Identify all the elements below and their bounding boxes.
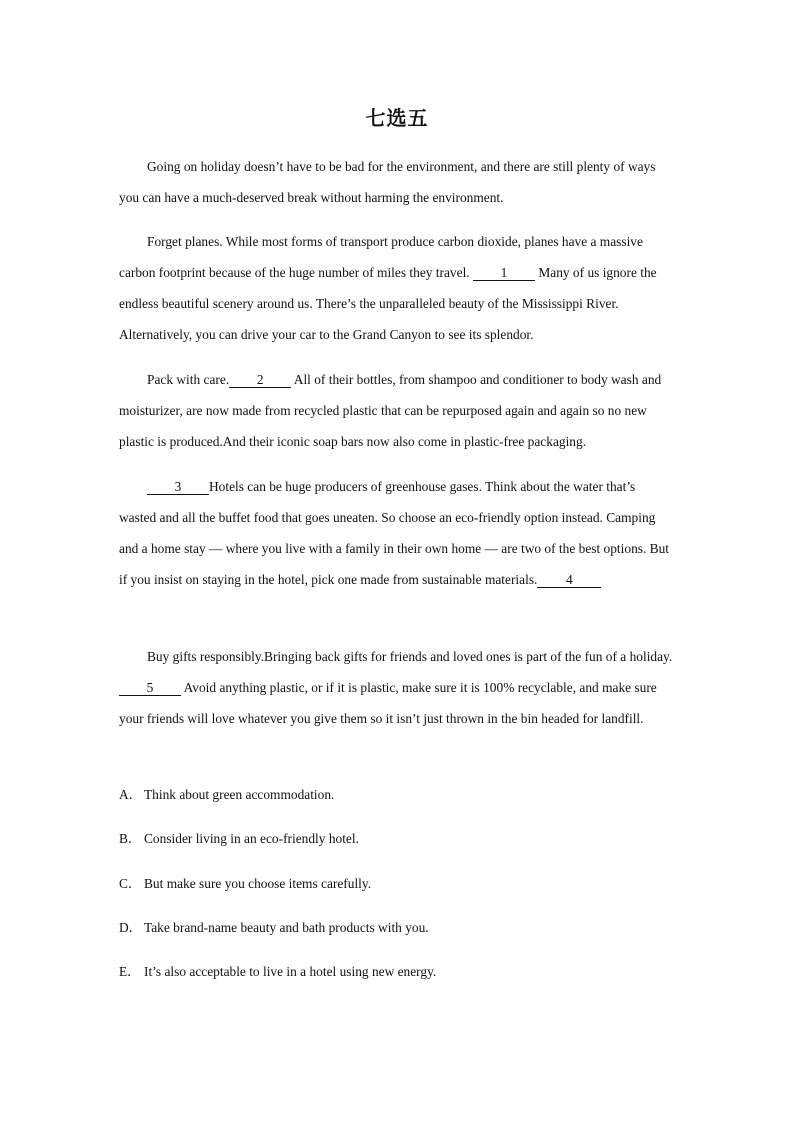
option-d-text: Take brand-name beauty and bath products with you. — [144, 920, 429, 935]
paragraph-transport-text-after: Many of us ignore the endless beautiful scenery around us. There’s the unparalleled beauty of the Mississippi River. Alternatively, you can drive your car to the Grand Canyon to see its splendor. — [119, 265, 657, 342]
answer-blank-2[interactable]: 2 — [229, 372, 291, 388]
paragraph-intro-text: Going on holiday doesn’t have to be bad for the environment, and there are still plenty of ways you can have a much-deserved break without harming the environment. — [119, 159, 656, 205]
option-b-text: Consider living in an eco-friendly hotel. — [144, 831, 359, 846]
paragraph-hotels — [119, 471, 675, 595]
paragraph-transport — [119, 226, 675, 350]
paragraph-hotels-text: Hotels can be huge producers of greenhouse gases. Think about the water that’s wasted and all the buffet food that goes uneaten. So choose an eco-friendly option instead. Camping and a home stay — where you live with a family in their own home — are two of the best options. But if you insist on staying in the hotel, pick one made from sustainable materials. — [119, 479, 670, 587]
option-a-letter: A． — [119, 787, 143, 802]
page-title: 七选五 — [365, 106, 429, 130]
paragraph-gifts-text-after: Avoid anything plastic, or if it is plastic, make sure it is 100% recyclable, and make sure your friends will love whatever you give them so it isn’t just thrown in the bin headed for landfill. — [119, 680, 657, 726]
answer-blank-3[interactable]: 3 — [147, 479, 209, 495]
option-b-letter: B． — [119, 831, 142, 846]
option-d-letter: D． — [119, 920, 143, 935]
option-b — [119, 829, 675, 849]
paragraph-gifts-text-before: Buy gifts responsibly.Bringing back gifts for friends and loved ones is part of the fun of a holiday. — [147, 649, 673, 664]
paragraph-packing — [119, 364, 675, 457]
option-c-letter: C． — [119, 876, 142, 891]
paragraph-gifts — [119, 641, 675, 734]
answer-blank-4[interactable]: 4 — [537, 572, 601, 588]
paragraph-packing-text-before: Pack with care. — [147, 372, 230, 387]
answer-blank-5[interactable]: 5 — [119, 680, 181, 696]
option-e-letter: E． — [119, 964, 141, 979]
answer-blank-1[interactable]: 1 — [473, 265, 535, 281]
paragraph-transport-text-before: Forget planes. While most forms of transport produce carbon dioxide, planes have a massive carbon footprint because of the huge number of miles they travel. — [119, 234, 643, 280]
option-a-text: Think about green accommodation. — [144, 787, 335, 802]
option-e — [119, 962, 675, 982]
option-a — [119, 785, 675, 805]
option-e-text: It’s also acceptable to live in a hotel using new energy. — [144, 964, 437, 979]
option-c-text: But make sure you choose items carefully. — [144, 876, 372, 891]
paragraph-packing-text-after: All of their bottles, from shampoo and conditioner to body wash and moisturizer, are now made from recycled plastic that can be repurposed again and again so no new plastic is produced.And their iconic soap bars now also come in plastic-free packaging. — [119, 372, 662, 449]
option-d — [119, 918, 675, 938]
paragraph-intro — [119, 151, 675, 213]
option-c — [119, 874, 675, 894]
